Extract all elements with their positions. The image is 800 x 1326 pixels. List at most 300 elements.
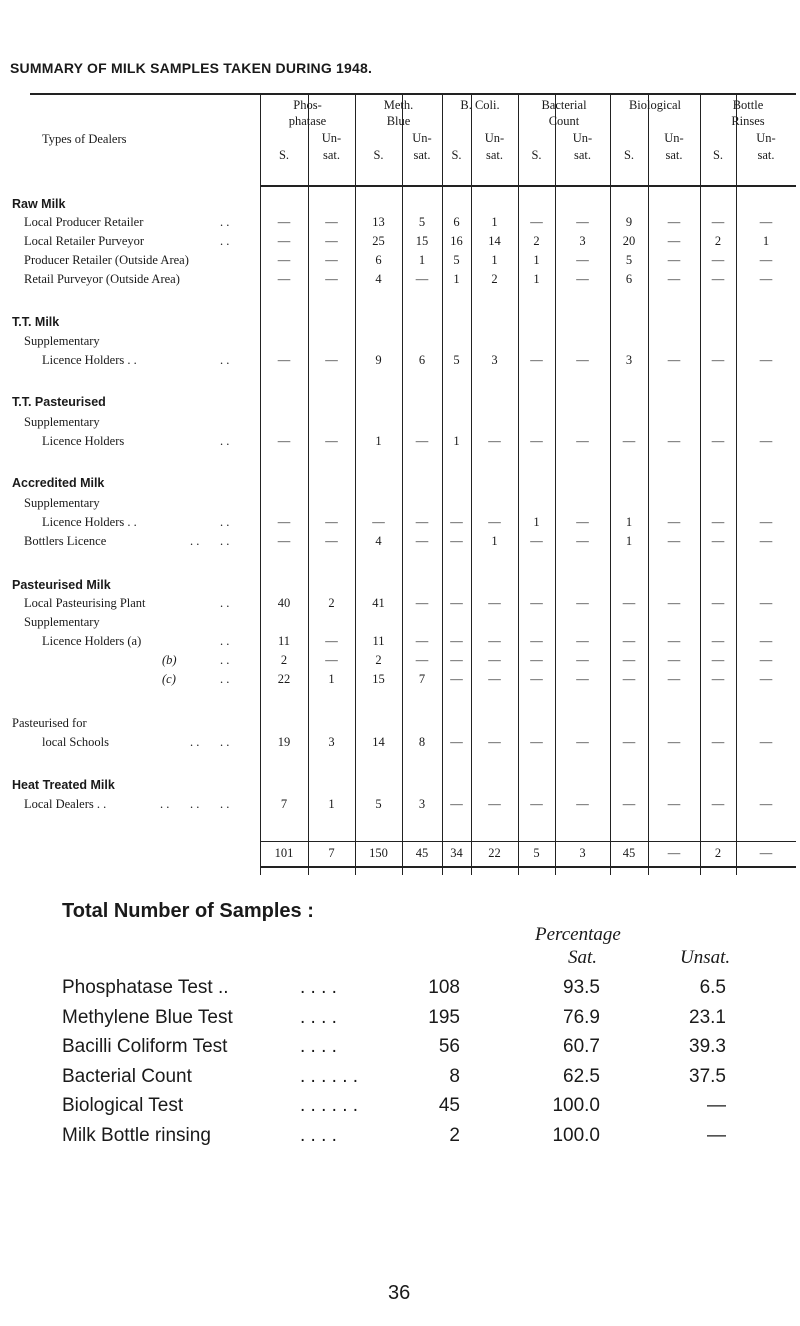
dots: . . <box>220 653 230 667</box>
group-header-line2: Blue <box>386 114 411 128</box>
section-tt-pasteurised: T.T. Pasteurised <box>12 395 106 409</box>
table-cell: 1 <box>533 253 540 267</box>
sub-header-s: S. <box>451 148 462 162</box>
table-cell: 6 <box>418 353 426 367</box>
sub-header-un: Un- <box>412 131 432 145</box>
table-cell: — <box>576 672 589 686</box>
table-top-rule <box>30 93 796 95</box>
label-bottlers-licence: Bottlers Licence <box>24 534 107 548</box>
label-retail-purveyor-outside: Retail Purveyor (Outside Area) <box>24 272 180 286</box>
group-header-line1: B. Coli. <box>460 98 500 112</box>
total-cell: 3 <box>579 846 586 860</box>
summary-unsat: — <box>707 1095 726 1116</box>
table-cell: 1 <box>453 272 460 286</box>
table-cell: — <box>759 596 773 610</box>
table-cell: 5 <box>375 797 382 811</box>
table-cell: — <box>488 434 501 448</box>
table-cell: — <box>277 215 291 229</box>
sub-header-un: Un- <box>756 131 776 145</box>
table-cell: — <box>759 215 773 229</box>
sub-header-sat: sat. <box>573 148 591 162</box>
table-cell: — <box>530 672 543 686</box>
page-title: SUMMARY OF MILK SAMPLES TAKEN DURING 1948. <box>10 60 373 76</box>
table-cell: — <box>450 515 463 529</box>
table-cell: — <box>450 653 463 667</box>
table-cell: — <box>530 596 543 610</box>
table-cell: — <box>576 596 589 610</box>
table-cell: — <box>759 434 773 448</box>
table-cell: 19 <box>277 735 291 749</box>
table-cell: 4 <box>375 272 382 286</box>
summary-dots: . . . . <box>300 1125 337 1146</box>
table-cell: — <box>576 735 589 749</box>
table-cell: — <box>530 534 543 548</box>
sat-header: Sat. <box>568 947 598 968</box>
total-cell: 34 <box>450 846 463 860</box>
table-cell: — <box>576 272 589 286</box>
column-divider <box>442 93 443 875</box>
summary-count: 56 <box>438 1036 460 1057</box>
sub-header-sat: sat. <box>665 148 683 162</box>
sub-header-s: S. <box>623 148 635 162</box>
table-cell: — <box>488 515 501 529</box>
table-cell: — <box>667 672 681 686</box>
page-number: 36 <box>388 1282 411 1304</box>
group-header-line2: Rinses <box>731 114 765 128</box>
table-cell: — <box>488 634 501 648</box>
table-cell: — <box>277 234 291 248</box>
column-divider <box>610 93 611 875</box>
table-cell: — <box>667 234 681 248</box>
table-cell: 2 <box>533 234 540 248</box>
table-cell: — <box>277 353 291 367</box>
summary-count: 108 <box>428 977 460 998</box>
label-b: (b) <box>162 653 177 667</box>
table-cell: — <box>576 515 589 529</box>
summary-dots: . . . . . . <box>300 1066 359 1087</box>
dots: . . <box>220 596 230 610</box>
label-supplementary-ttp: Supplementary <box>24 415 100 429</box>
section-heat-treated-milk: Heat Treated Milk <box>12 778 115 792</box>
dots: . . <box>220 634 230 648</box>
table-cell: — <box>667 797 681 811</box>
table-cell: 1 <box>375 434 382 448</box>
totals-top-rule <box>260 841 796 842</box>
table-cell: — <box>576 534 589 548</box>
unsat-header: Unsat. <box>680 947 731 968</box>
table-cell: — <box>576 634 589 648</box>
table-cell: — <box>450 672 463 686</box>
summary-unsat: — <box>707 1125 726 1146</box>
sub-header-sat: sat. <box>413 148 431 162</box>
table-cell: — <box>450 735 463 749</box>
table-cell: 5 <box>453 353 460 367</box>
table-cell: 11 <box>277 634 291 648</box>
table-cell: — <box>277 253 291 267</box>
table-cell: 3 <box>625 353 633 367</box>
sub-header-sat: sat. <box>485 148 503 162</box>
table-cell: 1 <box>418 253 426 267</box>
column-divider <box>355 93 356 875</box>
table-cell: — <box>576 797 589 811</box>
total-cell: 5 <box>533 846 540 860</box>
table-cell: — <box>530 735 543 749</box>
table-cell: 40 <box>277 596 291 610</box>
totals-bottom-rule <box>260 866 796 868</box>
summary-dots: . . . . <box>300 1007 337 1028</box>
table-cell: 2 <box>375 653 382 667</box>
table-cell: — <box>711 735 725 749</box>
sub-header-un: Un- <box>664 131 684 145</box>
dots: . . <box>220 515 230 529</box>
header-rule <box>260 185 796 187</box>
sub-header-sat: sat. <box>322 148 340 162</box>
summary-dots: . . . . <box>300 977 337 998</box>
summary-count: 8 <box>449 1066 460 1087</box>
group-header-line1: Bottle <box>732 98 764 112</box>
total-cell: 2 <box>714 846 722 860</box>
table-cell: 22 <box>277 672 291 686</box>
table-cell: — <box>415 272 429 286</box>
sub-header-un: Un- <box>572 131 593 145</box>
summary-title: Total Number of Samples : <box>62 900 314 922</box>
label-c: (c) <box>162 672 176 686</box>
summary-sat: 100.0 <box>552 1095 600 1116</box>
dots: . . <box>220 735 230 749</box>
table-cell: — <box>759 735 773 749</box>
summary-sat: 62.5 <box>563 1066 600 1087</box>
summary-sat: 100.0 <box>552 1125 600 1146</box>
table-cell: — <box>667 735 681 749</box>
label-local-pasteurising-plant: Local Pasteurising Plant <box>24 596 146 610</box>
sub-header-s: S. <box>712 148 724 162</box>
table-cell: — <box>667 596 681 610</box>
table-cell: 15 <box>415 234 429 248</box>
column-divider <box>518 93 519 875</box>
table-cell: — <box>667 653 681 667</box>
table-cell: — <box>759 515 773 529</box>
summary-test-label: Bacterial Count <box>62 1066 192 1087</box>
summary-unsat: 39.3 <box>689 1036 726 1057</box>
table-cell: 1 <box>328 672 335 686</box>
table-cell: — <box>488 596 501 610</box>
table-cell: — <box>576 653 589 667</box>
column-divider <box>700 93 701 875</box>
table-cell: — <box>711 653 725 667</box>
column-divider <box>308 93 309 875</box>
summary-sat: 76.9 <box>563 1007 600 1028</box>
table-cell: — <box>622 672 636 686</box>
dots: . . <box>220 215 230 229</box>
column-divider <box>471 93 472 875</box>
table-cell: — <box>711 515 725 529</box>
total-cell: 101 <box>274 846 294 860</box>
table-cell: — <box>325 653 338 667</box>
label-local-dealers: Local Dealers . . <box>24 797 107 811</box>
table-cell: 7 <box>280 797 288 811</box>
summary-test-label: Methylene Blue Test <box>62 1007 233 1028</box>
table-cell: 2 <box>714 234 722 248</box>
sub-header-s: S. <box>373 148 384 162</box>
table-cell: — <box>415 653 429 667</box>
summary-test-label: Bacilli Coliform Test <box>62 1036 228 1057</box>
total-cell: 7 <box>328 846 335 860</box>
table-cell: — <box>667 534 681 548</box>
table-cell: — <box>488 653 501 667</box>
table-cell: 16 <box>450 234 463 248</box>
table-cell: — <box>277 515 291 529</box>
table-cell: — <box>530 653 543 667</box>
sub-header-un: Un- <box>484 131 505 145</box>
table-cell: — <box>325 353 338 367</box>
table-cell: 3 <box>579 234 586 248</box>
label-licence-holders-acc: Licence Holders . . <box>42 515 137 529</box>
label-licence-holders-ttp: Licence Holders <box>42 434 125 448</box>
types-of-dealers-header: Types of Dealers <box>42 132 127 146</box>
table-cell: — <box>711 634 725 648</box>
table-cell: — <box>530 634 543 648</box>
table-cell: — <box>667 353 681 367</box>
label-licence-holders-a: Licence Holders (a) <box>42 634 142 648</box>
sub-header-s: S. <box>278 148 290 162</box>
table-cell: — <box>759 672 773 686</box>
table-cell: 1 <box>533 515 540 529</box>
table-cell: — <box>488 672 501 686</box>
group-header-line1: Biological <box>628 98 682 112</box>
sub-header-sat: sat. <box>757 148 775 162</box>
table-cell: — <box>622 735 636 749</box>
table-cell: — <box>711 596 725 610</box>
column-divider <box>555 93 556 875</box>
table-cell: 1 <box>533 272 540 286</box>
table-cell: 3 <box>418 797 426 811</box>
table-cell: — <box>711 215 725 229</box>
summary-sat: 93.5 <box>563 977 600 998</box>
table-cell: — <box>667 634 681 648</box>
table-cell: 5 <box>625 253 633 267</box>
table-cell: 1 <box>491 215 498 229</box>
summary-test-label: Milk Bottle rinsing <box>62 1125 211 1146</box>
table-cell: — <box>622 797 636 811</box>
label-local-schools: local Schools <box>42 735 110 749</box>
table-cell: — <box>372 515 385 529</box>
table-cell: — <box>325 253 338 267</box>
table-cell: — <box>711 353 725 367</box>
table-cell: 3 <box>491 353 498 367</box>
table-cell: 1 <box>491 253 498 267</box>
table-cell: 5 <box>418 215 426 229</box>
table-cell: — <box>759 653 773 667</box>
table-cell: 8 <box>418 735 426 749</box>
table-cell: — <box>530 353 543 367</box>
total-cell: 150 <box>369 846 388 860</box>
table-cell: — <box>450 797 463 811</box>
table-cell: — <box>415 596 429 610</box>
dots: . . <box>190 797 200 811</box>
summary-unsat: 6.5 <box>699 977 726 998</box>
sub-header-un: Un- <box>321 131 342 145</box>
table-cell: 6 <box>625 272 633 286</box>
table-cell: — <box>325 272 338 286</box>
column-divider <box>402 93 403 875</box>
column-divider <box>260 93 261 875</box>
table-cell: 14 <box>488 234 501 248</box>
summary-count: 2 <box>449 1125 460 1146</box>
dots: . . <box>220 434 230 448</box>
table-cell: — <box>667 215 681 229</box>
table-cell: — <box>759 253 773 267</box>
label-supplementary-tt: Supplementary <box>24 334 100 348</box>
section-tt-milk: T.T. Milk <box>12 315 60 329</box>
table-cell: — <box>667 253 681 267</box>
column-divider <box>736 93 737 875</box>
table-cell: — <box>488 735 501 749</box>
table-cell: 25 <box>372 234 385 248</box>
table-cell: — <box>711 272 725 286</box>
total-cell: 45 <box>415 846 429 860</box>
table-cell: — <box>759 353 773 367</box>
table-cell: — <box>415 515 429 529</box>
section-raw-milk: Raw Milk <box>12 197 66 211</box>
group-header-line2: Count <box>548 114 580 128</box>
table-cell: — <box>277 534 291 548</box>
table-cell: — <box>530 797 543 811</box>
label-local-producer-retailer: Local Producer Retailer <box>24 215 144 229</box>
table-cell: — <box>325 634 338 648</box>
label-supplementary-past: Supplementary <box>24 615 100 629</box>
table-cell: 3 <box>328 735 335 749</box>
dots: . . <box>220 672 230 686</box>
table-cell: 2 <box>491 272 498 286</box>
summary-test-label: Phosphatase Test .. <box>62 977 229 998</box>
table-cell: 2 <box>328 596 335 610</box>
sub-header-s: S. <box>531 148 542 162</box>
table-cell: — <box>325 515 338 529</box>
table-cell: — <box>759 534 773 548</box>
table-cell: — <box>530 434 543 448</box>
table-cell: 9 <box>625 215 633 229</box>
group-header-line1: Meth. <box>383 98 414 112</box>
percentage-header: Percentage <box>535 924 621 945</box>
group-header-line1: Phos- <box>293 98 322 112</box>
table-cell: — <box>622 596 636 610</box>
table-cell: — <box>711 672 725 686</box>
table-cell: — <box>277 434 291 448</box>
table-cell: — <box>622 634 636 648</box>
table-cell: — <box>711 797 725 811</box>
table-cell: 6 <box>375 253 382 267</box>
table-cell: 20 <box>622 234 636 248</box>
table-cell: 14 <box>372 735 385 749</box>
label-local-retailer-purveyor: Local Retailer Purveyor <box>24 234 145 248</box>
summary-test-label: Biological Test <box>62 1095 184 1116</box>
total-cell: — <box>759 846 773 860</box>
table-cell: 1 <box>453 434 460 448</box>
table-cell: — <box>415 634 429 648</box>
group-header-line1: Bacterial <box>541 98 587 112</box>
table-cell: 1 <box>625 515 633 529</box>
summary-unsat: 23.1 <box>689 1007 726 1028</box>
table-cell: — <box>277 272 291 286</box>
section-accredited-milk: Accredited Milk <box>12 476 105 490</box>
summary-count: 195 <box>428 1007 460 1028</box>
table-cell: — <box>622 653 636 667</box>
dots: . . <box>190 534 200 548</box>
dots: . . <box>220 534 230 548</box>
table-cell: — <box>759 634 773 648</box>
dots: . . <box>160 797 170 811</box>
table-cell: — <box>576 353 589 367</box>
table-cell: — <box>667 434 681 448</box>
table-cell: 41 <box>372 596 385 610</box>
label-licence-holders-tt: Licence Holders . . <box>42 353 137 367</box>
summary-dots: . . . . <box>300 1036 337 1057</box>
table-cell: 5 <box>453 253 460 267</box>
group-header-line2: phatase <box>288 114 327 128</box>
table-cell: 1 <box>328 797 335 811</box>
table-cell: — <box>450 634 463 648</box>
table-cell: — <box>530 215 543 229</box>
label-producer-retailer-outside: Producer Retailer (Outside Area) <box>24 253 189 267</box>
table-cell: — <box>450 534 463 548</box>
table-cell: — <box>415 534 429 548</box>
table-cell: — <box>415 434 429 448</box>
table-cell: — <box>667 272 681 286</box>
table-cell: — <box>711 253 725 267</box>
total-cell: — <box>667 846 681 860</box>
table-cell: 9 <box>375 353 382 367</box>
table-cell: — <box>325 215 338 229</box>
table-cell: 1 <box>491 534 498 548</box>
table-cell: — <box>711 534 725 548</box>
table-cell: 15 <box>372 672 385 686</box>
table-cell: — <box>450 596 463 610</box>
dots: . . <box>190 735 200 749</box>
table-cell: 11 <box>372 634 385 648</box>
table-cell: — <box>576 434 589 448</box>
summary-sat: 60.7 <box>563 1036 600 1057</box>
summary-unsat: 37.5 <box>689 1066 726 1087</box>
total-cell: 22 <box>488 846 501 860</box>
samples-table <box>12 93 796 875</box>
table-cell: 2 <box>280 653 288 667</box>
table-cell: — <box>325 434 338 448</box>
total-cell: 45 <box>622 846 636 860</box>
dots: . . <box>220 353 230 367</box>
dots: . . <box>220 797 230 811</box>
table-cell: — <box>759 797 773 811</box>
table-cell: — <box>759 272 773 286</box>
summary-dots: . . . . . . <box>300 1095 359 1116</box>
dots: . . <box>220 234 230 248</box>
table-cell: — <box>488 797 501 811</box>
table-cell: 4 <box>375 534 382 548</box>
table-cell: — <box>576 253 589 267</box>
table-cell: — <box>576 215 589 229</box>
table-cell: 1 <box>625 534 633 548</box>
label-supplementary-acc: Supplementary <box>24 496 100 510</box>
table-cell: 6 <box>453 215 460 229</box>
table-cell: — <box>325 534 338 548</box>
table-cell: — <box>711 434 725 448</box>
section-pasteurised-milk: Pasteurised Milk <box>12 578 111 592</box>
table-cell: — <box>667 515 681 529</box>
column-divider <box>648 93 649 875</box>
summary-count: 45 <box>438 1095 460 1116</box>
table-cell: — <box>325 234 338 248</box>
table-cell: — <box>622 434 636 448</box>
table-cell: 13 <box>372 215 385 229</box>
